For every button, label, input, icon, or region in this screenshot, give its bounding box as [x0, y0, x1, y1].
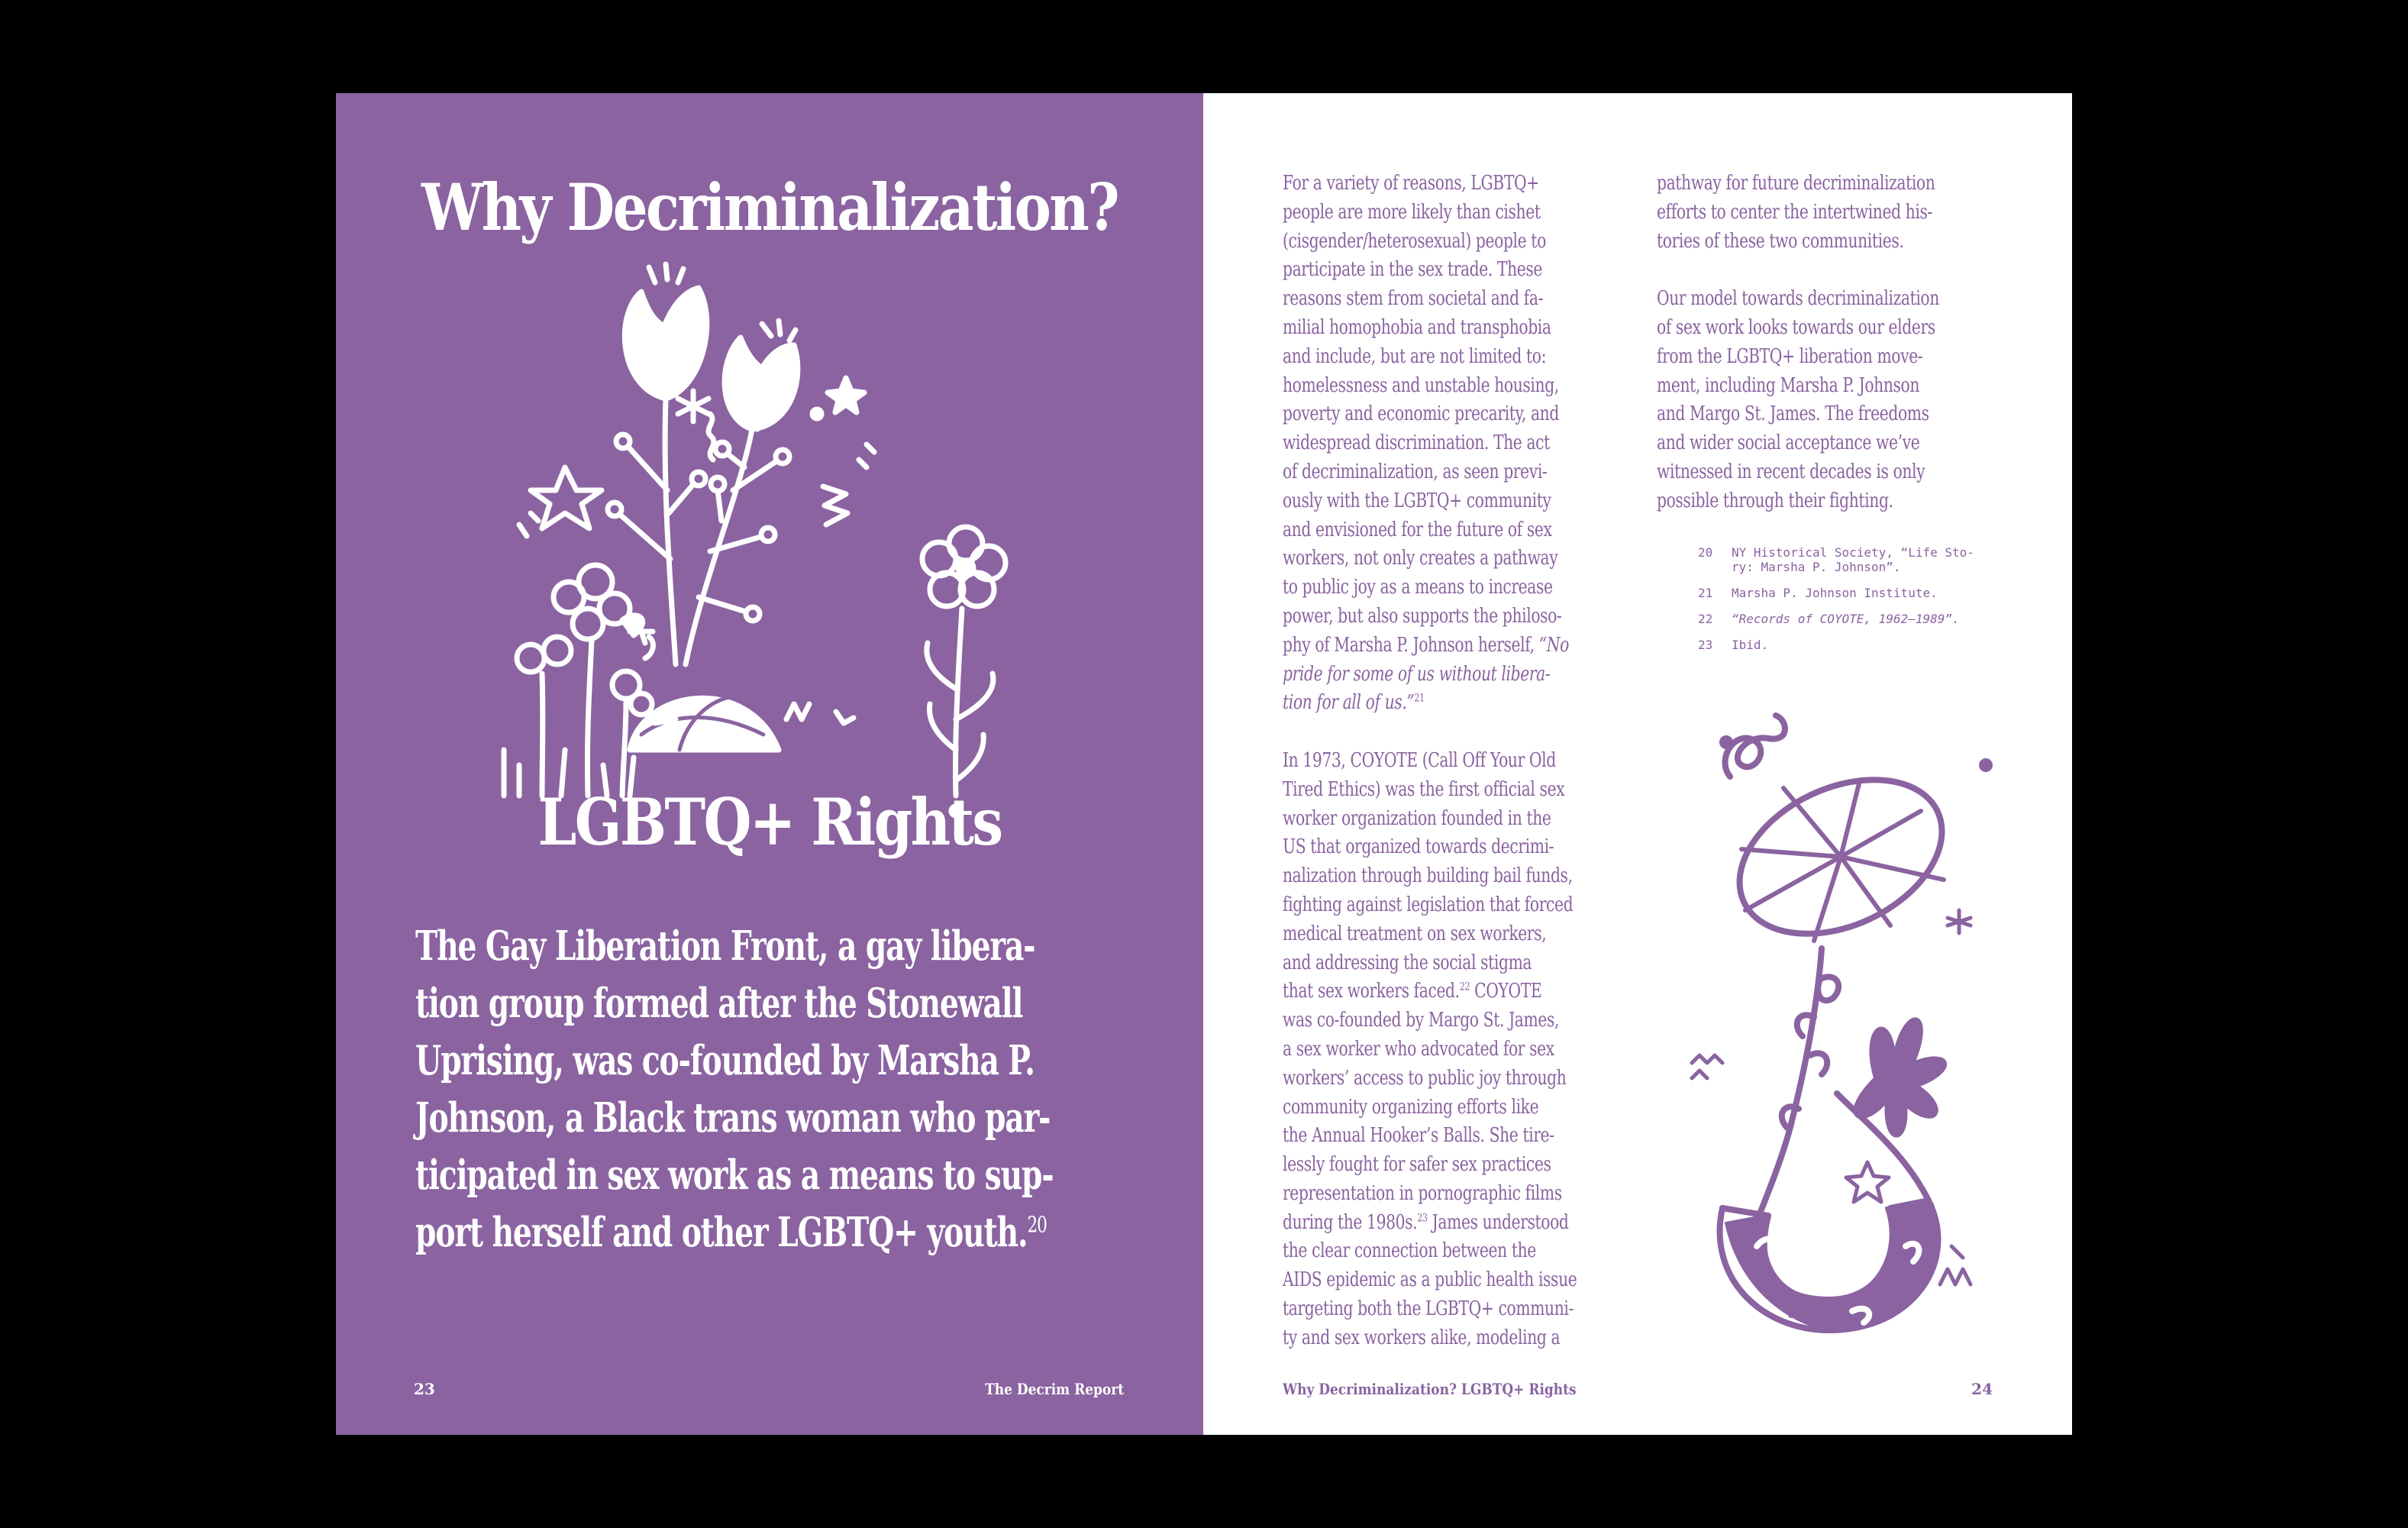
page-number: 24 [1971, 1380, 1993, 1398]
text-column-2 [1657, 170, 1990, 516]
lead-line: tion group formed after the Stonewall [415, 980, 1023, 1027]
text-line: and include, but are not limited to: [1283, 344, 1547, 368]
text-line: was co-founded by Margo St. James, [1283, 1009, 1560, 1032]
text-line: Tired Ethics) was the first official sex [1283, 777, 1565, 801]
text-line: lessly fought for safer sex practices [1283, 1153, 1551, 1177]
right-page [1203, 93, 2072, 1435]
quote-text: “No [1538, 633, 1569, 657]
text-line: tories of these two communities. [1657, 229, 1904, 253]
text-fragment: phy of Marsha P. Johnson herself, [1283, 633, 1539, 657]
footnote-line: “Records of COYOTE, 1962–1989”. [1732, 612, 1960, 626]
text-line: nalization through building bail funds, [1283, 864, 1573, 888]
text-line: targeting both the LGBTQ+ communi- [1283, 1297, 1574, 1321]
text-line: the clear connection between the [1283, 1239, 1536, 1263]
footnote-ref[interactable]: 21 [1414, 692, 1425, 705]
text-line: and wider social acceptance we’ve [1657, 431, 1920, 455]
text-line: and Margo St. James. The freedoms [1657, 402, 1929, 426]
text-line: AIDS epidemic as a public health issue [1283, 1268, 1577, 1292]
footnote-number: 22 [1698, 612, 1713, 626]
quote-text: pride for some of us without libera- [1283, 662, 1551, 686]
text-line: reasons stem from societal and fa- [1283, 287, 1544, 311]
lead-line: Johnson, a Black trans woman who par- [415, 1094, 1051, 1142]
text-line [1283, 689, 1616, 718]
footnote-ref[interactable]: 22 [1459, 980, 1470, 993]
text-line [1283, 632, 1616, 661]
text-line: homelessness and unstable housing, [1283, 373, 1559, 397]
quote-text: tion for all of us.” [1283, 691, 1415, 715]
text-line: milial homophobia and transphobia [1283, 315, 1551, 339]
lead-paragraph [415, 918, 1116, 1261]
footnote-ref[interactable]: 23 [1417, 1212, 1428, 1225]
lead-line: The Gay Liberation Front, a gay libera- [415, 922, 1035, 970]
section-subtitle: LGBTQ+ Rights [537, 784, 1002, 860]
text-line: and envisioned for the future of sex [1283, 518, 1552, 541]
footnote-line: Marsha P. Johnson Institute. [1732, 586, 1938, 600]
text-fragment: that sex workers faced. [1283, 980, 1460, 1003]
running-head: The Decrim Report [985, 1380, 1124, 1398]
text-line: of decriminalization, as seen previ- [1283, 460, 1548, 483]
text-fragment: James understood [1427, 1210, 1569, 1234]
left-page [336, 93, 1203, 1435]
text-line: people are more likely than cishet [1283, 200, 1541, 224]
flower-wheel-illustration [1684, 696, 2005, 1345]
footnote [1698, 586, 1974, 600]
text-line [1283, 1209, 1616, 1238]
text-line: and addressing the social stigma [1283, 951, 1532, 974]
flowers-illustration [489, 261, 1054, 849]
text-line: (cisgender/heterosexual) people to [1283, 229, 1546, 253]
lead-line: ticipated in sex work as a means to sup- [415, 1152, 1054, 1199]
text-line: a sex worker who advocated for sex [1283, 1037, 1554, 1061]
book-spread [336, 93, 2072, 1435]
text-line: participate in the sex trade. These [1283, 258, 1543, 282]
footnote [1698, 545, 1974, 574]
text-line: the Annual Hooker’s Balls. She tire- [1283, 1124, 1554, 1148]
footnote-line: NY Historical Society, “Life Sto- [1732, 545, 1974, 560]
footnote-ref[interactable]: 20 [1027, 1211, 1047, 1238]
text-line [1283, 661, 1616, 690]
text-column-1 [1283, 170, 1616, 1353]
footnote-text [1732, 545, 1974, 574]
lead-line-text: port herself and other LGBTQ+ youth. [415, 1209, 1028, 1256]
running-head: Why Decriminalization? LGBTQ+ Rights [1283, 1380, 1577, 1398]
text-line: ment, including Marsha P. Johnson [1657, 373, 1920, 397]
footnotes [1698, 545, 1974, 664]
text-line: ously with the LGBTQ+ community [1283, 489, 1551, 512]
text-line: ty and sex workers alike, modeling a [1283, 1326, 1561, 1349]
text-line: medical treatment on sex workers, [1283, 922, 1547, 945]
text-line: from the LGBTQ+ liberation move- [1657, 344, 1923, 368]
text-line: US that organized towards decrimi- [1283, 835, 1554, 859]
lead-line: Uprising, was co-founded by Marsha P. [415, 1037, 1035, 1084]
text-line: fighting against legislation that forced [1283, 893, 1574, 916]
text-fragment: COYOTE [1470, 980, 1542, 1003]
text-line: poverty and economic precarity, and [1283, 402, 1559, 426]
footnote [1698, 638, 1974, 652]
text-line: workers’ access to public joy through [1283, 1066, 1567, 1090]
text-line: For a variety of reasons, LGBTQ+ [1283, 172, 1539, 195]
footnote-number: 20 [1698, 545, 1713, 560]
text-line: power, but also supports the philoso- [1283, 604, 1562, 628]
footnote [1698, 612, 1974, 626]
paragraph-gap [1283, 718, 1616, 747]
text-fragment: during the 1980s. [1283, 1210, 1418, 1234]
footnote-number: 23 [1698, 638, 1713, 652]
text-line: possible through their fighting. [1657, 489, 1893, 512]
text-line [1283, 977, 1616, 1006]
footnote-number: 21 [1698, 586, 1713, 600]
page-title: Why Decriminalization? [421, 170, 1118, 245]
text-line: efforts to center the intertwined his- [1657, 200, 1932, 224]
text-line: workers, not only creates a pathway [1283, 547, 1558, 570]
footnote-line: Ibid. [1732, 638, 1769, 652]
text-line: witnessed in recent decades is only [1657, 460, 1925, 483]
text-line: to public joy as a means to increase [1283, 576, 1553, 599]
footnote-line: ry: Marsha P. Johnson”. [1732, 560, 1901, 574]
page-number: 23 [414, 1380, 435, 1398]
text-line: worker organization founded in the [1283, 806, 1551, 830]
text-line: widespread discrimination. The act [1283, 431, 1550, 455]
paragraph-gap [1657, 256, 1990, 285]
text-line: Our model towards decriminalization [1657, 287, 1939, 311]
text-line: pathway for future decriminalization [1657, 172, 1935, 195]
text-line: In 1973, COYOTE (Call Off Your Old [1283, 748, 1556, 772]
text-line: representation in pornographic films [1283, 1181, 1562, 1205]
lead-line-last [415, 1204, 1116, 1261]
text-line: of sex work looks towards our elders [1657, 315, 1935, 339]
text-line: community organizing efforts like [1283, 1095, 1539, 1119]
